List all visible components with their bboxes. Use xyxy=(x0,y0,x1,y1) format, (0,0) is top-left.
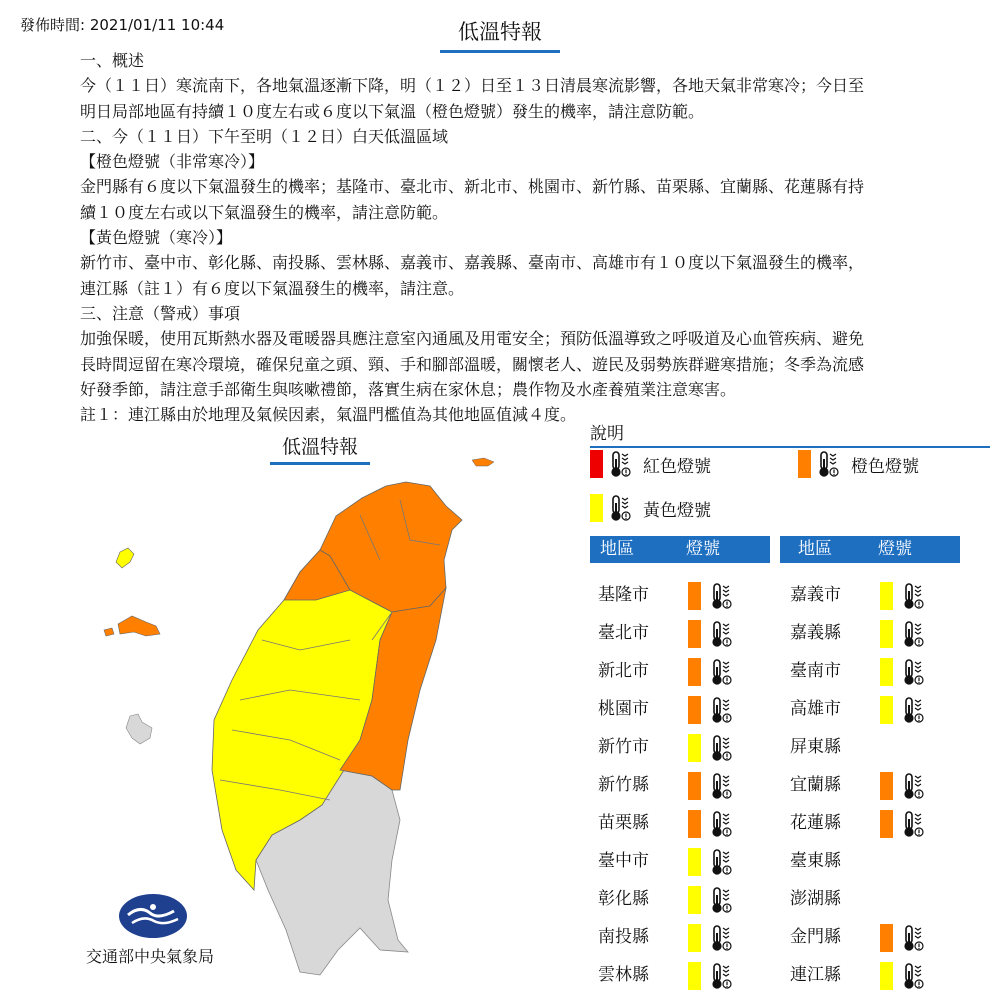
thermometer-icon xyxy=(710,658,732,686)
table-header-left xyxy=(590,536,770,563)
bulletin-line: 【黃色燈號（寒冷）】 xyxy=(80,228,233,248)
signal-swatch-yellow xyxy=(880,620,893,648)
signal-swatch-yellow xyxy=(880,696,893,724)
table-header-right xyxy=(780,536,960,563)
table-row xyxy=(598,961,768,989)
region-name: 嘉義縣 xyxy=(790,623,841,643)
region-name: 臺南市 xyxy=(790,661,841,681)
region-name: 高雄市 xyxy=(790,699,841,719)
legend-orange-label: 橙色燈號 xyxy=(851,456,919,477)
thermometer-icon xyxy=(902,962,924,990)
thermometer-icon xyxy=(710,924,732,952)
header-region: 地區 xyxy=(798,539,832,559)
legend-orange-swatch xyxy=(798,450,811,478)
table-row xyxy=(790,581,960,609)
bulletin-line: 【橙色燈號（非常寒冷）】 xyxy=(80,152,265,172)
region-name: 新北市 xyxy=(598,661,649,681)
thermometer-icon xyxy=(902,582,924,610)
signal-swatch-yellow xyxy=(688,886,701,914)
signal-swatch-yellow xyxy=(688,734,701,762)
table-row xyxy=(790,809,960,837)
table-row xyxy=(598,847,768,875)
signal-swatch-yellow xyxy=(880,962,893,990)
table-row xyxy=(598,923,768,951)
bulletin-line: 續１０度左右或以下氣溫發生的機率，請注意防範。 xyxy=(80,202,449,222)
region-name: 澎湖縣 xyxy=(790,889,841,909)
legend-yellow-label: 黃色燈號 xyxy=(643,500,711,521)
thermometer-icon xyxy=(902,658,924,686)
signal-swatch-yellow xyxy=(880,582,893,610)
region-name: 雲林縣 xyxy=(598,965,649,985)
region-name: 金門縣 xyxy=(790,927,841,947)
bulletin-line: 長時間逗留在寒冷環境，確保兒童之頭、頸、手和腳部溫暖，關懷老人、遊民及弱勢族群避寒措施；冬季為流感 xyxy=(80,354,865,374)
table-row xyxy=(598,581,768,609)
region-name: 花蓮縣 xyxy=(790,813,841,833)
bulletin-line: 二、今（１１日）下午至明（１２日）白天低溫區域 xyxy=(80,126,449,146)
thermometer-icon xyxy=(817,450,839,478)
bulletin-line: 今（１１日）寒流南下，各地氣溫逐漸下降，明（１２）日至１３日清晨寒流影響，各地天氣非常寒冷；今日至 xyxy=(80,76,865,96)
bulletin-line: 新竹市、臺中市、彰化縣、南投縣、雲林縣、嘉義市、嘉義縣、臺南市、高雄市有１０度以下氣溫發生的機率， xyxy=(80,253,865,273)
signal-swatch-orange xyxy=(688,810,701,838)
thermometer-icon xyxy=(710,734,732,762)
header-region: 地區 xyxy=(600,539,634,559)
thermometer-icon xyxy=(609,494,631,522)
table-row xyxy=(790,885,960,913)
region-name: 彰化縣 xyxy=(598,889,649,909)
legend-red-label: 紅色燈號 xyxy=(643,456,711,477)
bulletin-line: 加強保暖，使用瓦斯熱水器及電暖器具應注意室內通風及用電安全；預防低溫導致之呼吸道及心血管疾病、避免 xyxy=(80,329,865,349)
signal-swatch-orange xyxy=(688,582,701,610)
table-row xyxy=(790,657,960,685)
region-name: 基隆市 xyxy=(598,585,649,605)
table-row xyxy=(790,771,960,799)
signal-swatch-orange xyxy=(688,658,701,686)
table-row xyxy=(598,657,768,685)
bulletin-text xyxy=(80,48,940,427)
signal-swatch-yellow xyxy=(688,962,701,990)
map-guishan-island xyxy=(472,458,494,466)
bulletin-line: 金門縣有６度以下氣溫發生的機率；基隆市、臺北市、新北市、桃園市、新竹縣、苗栗縣、宜蘭縣、花蓮縣有持 xyxy=(80,177,865,197)
region-name: 臺東縣 xyxy=(790,851,841,871)
signal-swatch-orange xyxy=(880,810,893,838)
bulletin-line: 好發季節，請注意手部衛生與咳嗽禮節，落實生病在家休息；農作物及水產養殖業注意寒害。 xyxy=(80,379,737,399)
thermometer-icon xyxy=(710,772,732,800)
signal-swatch-orange xyxy=(880,772,893,800)
signal-swatch-orange xyxy=(688,772,701,800)
thermometer-icon xyxy=(710,582,732,610)
cwb-logo xyxy=(118,893,188,939)
thermometer-icon xyxy=(710,810,732,838)
thermometer-icon xyxy=(710,962,732,990)
thermometer-icon xyxy=(902,924,924,952)
table-row xyxy=(790,695,960,723)
bulletin-line: 三、注意（警戒）事項 xyxy=(80,303,241,323)
legend-red-swatch xyxy=(590,450,603,478)
table-row xyxy=(790,923,960,951)
legend-heading: 說明 xyxy=(590,419,990,448)
thermometer-icon xyxy=(710,886,732,914)
signal-swatch-yellow xyxy=(880,658,893,686)
bulletin-line: 連江縣（註１）有６度以下氣溫發生的機率，請注意。 xyxy=(80,278,465,298)
thermometer-icon xyxy=(710,848,732,876)
legend-yellow xyxy=(590,494,711,522)
region-name: 新竹縣 xyxy=(598,775,649,795)
thermometer-icon xyxy=(710,620,732,648)
agency-name: 交通部中央氣象局 xyxy=(86,947,215,966)
table-row xyxy=(598,809,768,837)
thermometer-icon xyxy=(902,620,924,648)
thermometer-icon xyxy=(710,696,732,724)
page-title: 低溫特報 xyxy=(440,16,560,53)
region-name: 嘉義市 xyxy=(790,585,841,605)
region-name: 桃園市 xyxy=(598,699,649,719)
signal-swatch-yellow xyxy=(688,924,701,952)
region-name: 臺中市 xyxy=(598,851,649,871)
signal-swatch-yellow xyxy=(688,848,701,876)
map-matsu-lienchiang xyxy=(116,548,134,568)
thermometer-icon xyxy=(902,696,924,724)
header-signal: 燈號 xyxy=(878,539,912,559)
legend-yellow-swatch xyxy=(590,494,603,522)
bulletin-line: 明日局部地區有持續１０度左右或６度以下氣溫（橙色燈號）發生的機率，請注意防範。 xyxy=(80,101,705,121)
region-name: 臺北市 xyxy=(598,623,649,643)
legend-orange xyxy=(798,450,919,478)
region-name: 苗栗縣 xyxy=(598,813,649,833)
header-signal: 燈號 xyxy=(686,539,720,559)
region-name: 南投縣 xyxy=(598,927,649,947)
issue-time: 發佈時間: 2021/01/11 10:44 xyxy=(20,16,225,34)
bulletin-line: 一、概述 xyxy=(80,51,145,70)
table-row xyxy=(598,695,768,723)
thermometer-icon xyxy=(902,772,924,800)
table-row xyxy=(790,733,960,761)
legend-red xyxy=(590,450,711,478)
thermometer-icon xyxy=(609,450,631,478)
region-name: 屏東縣 xyxy=(790,737,841,757)
table-row xyxy=(598,733,768,761)
map-kinmen xyxy=(104,616,160,636)
region-name: 新竹市 xyxy=(598,737,649,757)
table-row xyxy=(790,847,960,875)
signal-swatch-orange xyxy=(688,620,701,648)
table-row xyxy=(790,961,960,989)
table-row xyxy=(598,619,768,647)
signal-swatch-orange xyxy=(688,696,701,724)
region-name: 連江縣 xyxy=(790,965,841,985)
table-row xyxy=(598,885,768,913)
map-title: 低溫特報 xyxy=(270,432,370,465)
bulletin-line: 註１：連江縣由於地理及氣候因素，氣溫門檻值為其他地區值減４度。 xyxy=(80,405,577,425)
region-name: 宜蘭縣 xyxy=(790,775,841,795)
map-penghu xyxy=(126,714,152,744)
table-row xyxy=(790,619,960,647)
table-row xyxy=(598,771,768,799)
thermometer-icon xyxy=(902,810,924,838)
signal-swatch-orange xyxy=(880,924,893,952)
